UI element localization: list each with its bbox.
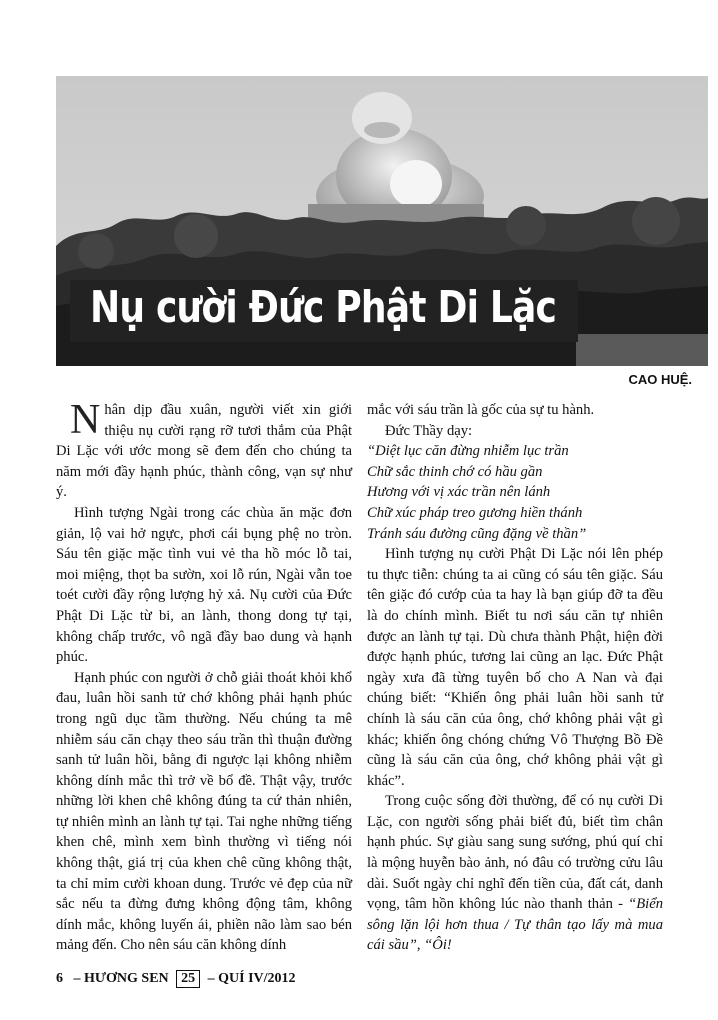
drop-cap: N — [70, 397, 101, 443]
verse-line: Chữ sắc thinh chớ có hầu gần — [367, 463, 543, 480]
intro-paragraph — [56, 397, 352, 503]
paragraph-7 — [367, 791, 663, 956]
page-number: 6 — [56, 971, 63, 986]
verse-line: Hương với vị xác trần nên lánh — [367, 484, 551, 501]
quote-separator: , — [416, 937, 425, 954]
paragraph-4: mắc với sáu trần là gốc của sự tu hành. — [367, 402, 595, 418]
paragraph-6: Hình tượng nụ cười Phật Di Lặc nói lên phép tu thực tiễn: chúng ta ai cũng có sáu tên giặc. Sáu tên giặc đó cướp của ta hay là bạn giúp đỡ ta đều là do chính mình. Biết tu nơi sáu căn tự nhiên được an lành tự tại. Dù chưa thành Phật, hiện đời được hạnh phúc, tương lai cũng an lạc. Đức Phật ngày xưa đã từng tuyên bố cho A Nan và đại chúng biết: “Khiến ông phải luân hồi sanh tử chính là sáu căn của ông, chớ không phải vật gì khác; khiến ông chóng chứng Vô Thượng Bồ Đề cũng là sáu căn của ông, chớ không phải vật gì khác”. — [367, 546, 663, 789]
exclamation-text: “Ôi! — [424, 937, 452, 954]
page-footer — [56, 970, 296, 988]
paragraph-2: Hình tượng Ngài trong các chùa ăn mặc đơn giản, lộ vai hở ngực, phơi cái bụng phệ no tròn. Sáu tên giặc mặc tình vui vẻ tha hồ móc lỗ tai, moi miệng, thọt ba sườn, xoi lỗ rún, Ngài vẫn toe toét cười đầy rộng lượng hỷ xả. Nụ cười của Đức Phật Di Lặc từ bi, an lành, thong dong tự tại, không chấp trước, vô ngã đầy bao dung và hạnh phúc. — [56, 504, 352, 666]
issue-period: – QUÍ IV/2012 — [207, 971, 296, 986]
issue-number: 25 — [176, 970, 200, 988]
verse-line: Chữ xúc pháp treo gương hiền thánh — [367, 504, 583, 521]
paragraph-5: Đức Thầy dạy: — [385, 422, 473, 439]
article-title: Nụ cười Đức Phật Di Lặc — [90, 282, 557, 333]
paragraph-3: Hạnh phúc con người ở chỗ giải thoát khỏi khổ đau, luân hồi sanh tử chớ không phải hạnh phúc trong ngũ dục tầm thường. Nếu chúng ta mê nhiễm sáu căn chạy theo sáu trần thì thuận đường sanh tử luân hồi, bằng đi ngược lại không nhiễm không dính mắc thì trở về bổ đề. Thật vậy, trước những lời khen chê không đúng ta cứ thản nhiên, tự nhiên mình an lành tự tại. Tai nghe những tiếng khen chê, mình xem bình thường vì tiếng nói không thật, giá trị của khen chê cũng không thật, ta chỉ mỉm cười khoan dung. Trước vẻ đẹp của nữ sắc nếu ta đừng đưng không động tâm, không dính mắc, không luyến ái, phiền não làm sao bén mảng đến. Cho nên sáu căn không dính — [56, 669, 352, 954]
left-column — [56, 397, 352, 956]
paragraph-7-text: Trong cuộc sống đời thường, để có nụ cười Di Lặc, con người sống phải biết đủ, biết tìm chân hạnh phúc. Sự giàu sang sung sướng, phú quí chỉ là mộng huyễn bào ảnh, nó đâu có trường cửu lâu dài. Suốt ngày chỉ nghĩ đến tiền của, đất cát, danh vọng, tâm hồn không lúc nào thanh thản - — [367, 793, 663, 913]
quote-text: “Biển sông lặn lội hơn thua / Tự thân tạo lấy mà mua cái sầu” — [367, 896, 663, 954]
verse-line: “Diệt lục căn đừng nhiễm lục trần — [367, 443, 569, 460]
intro-text: hân dịp đầu xuân, người viết xin giới thiệu nụ cười rạng rỡ tươi thắm của Phật Di Lặc với ước mong sẽ đem đến cho chúng ta năm mới đầy hạnh phúc, thành công, vạn sự như ý. — [56, 402, 352, 501]
author-name: CAO HUỆ. — [628, 372, 692, 387]
verse-line: Tránh sáu đường cũng đặng về thần” — [367, 525, 587, 542]
right-column — [367, 400, 663, 956]
magazine-name: – HƯƠNG SEN — [73, 971, 169, 986]
